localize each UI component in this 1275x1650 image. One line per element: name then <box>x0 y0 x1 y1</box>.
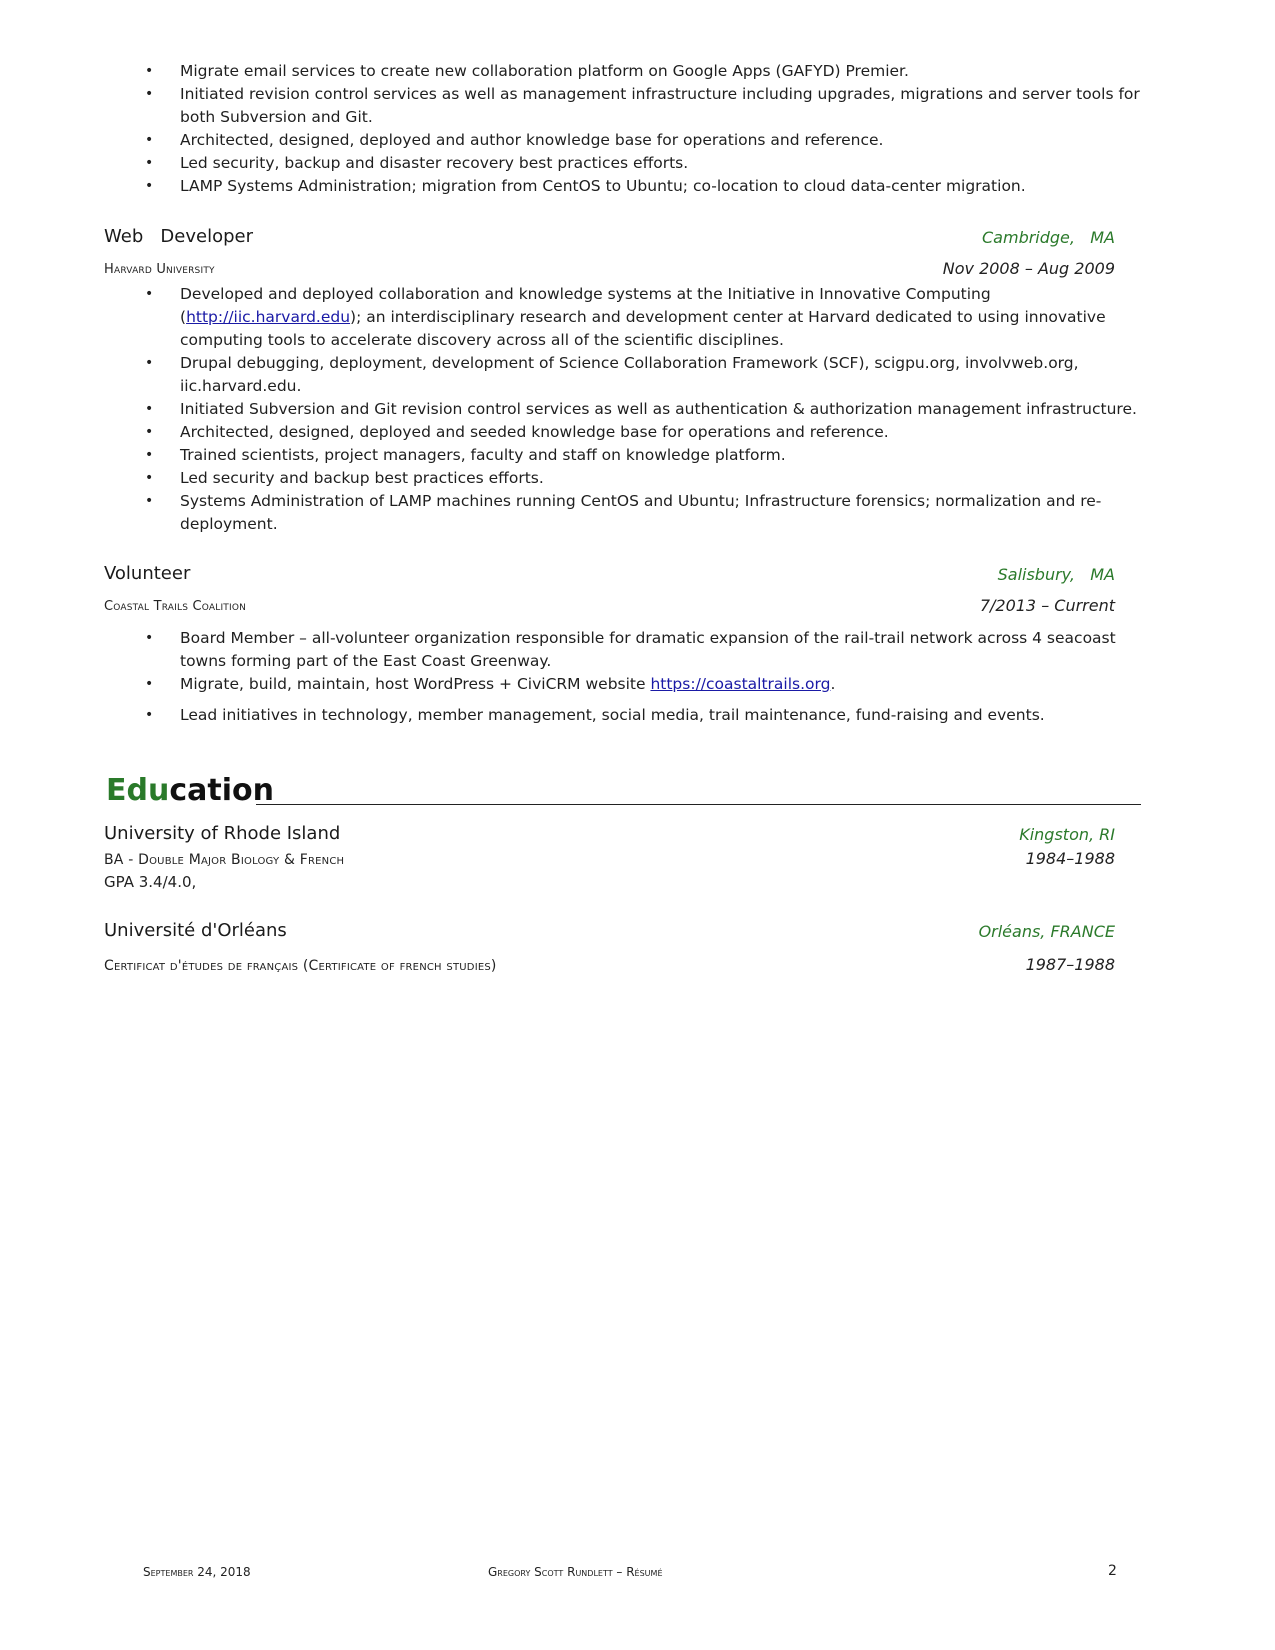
list-item: • Migrate, build, maintain, host WordPress + CiviCRM website https://coastaltrails.org. <box>0 673 1165 696</box>
volunteer-bullets <box>0 627 1165 727</box>
bullet-icon: • <box>145 286 154 302</box>
bullet-icon: • <box>145 155 154 171</box>
school-gpa-uri: GPA 3.4/4.0, <box>104 873 197 891</box>
bullet-icon: • <box>145 493 154 509</box>
bullet-icon: • <box>145 707 154 723</box>
coastaltrails-link[interactable]: https://coastaltrails.org <box>650 675 831 693</box>
previous-job-bullets <box>0 60 1165 198</box>
list-item: • LAMP Systems Administration; migration from CentOS to Ubuntu; co-location to cloud data-center migration. <box>0 175 1165 198</box>
volunteer-location: Salisbury, MA <box>997 565 1115 584</box>
iic-link[interactable]: http://iic.harvard.edu <box>186 308 351 326</box>
bullet-icon: • <box>145 424 154 440</box>
job-location: Cambridge, MA <box>982 228 1115 247</box>
list-item: • Led security and backup best practices efforts. <box>0 467 1165 490</box>
education-heading-accent: Edu <box>106 773 170 808</box>
list-item: • Drupal debugging, deployment, development of Science Collaboration Framework (SCF), scigpu.org, involvweb.org, iic.harvard.edu. <box>145 354 1079 395</box>
bullet-icon: • <box>145 470 154 486</box>
footer-title: Gregory Scott Rundlett – Résumé <box>488 1565 663 1579</box>
list-item: • Architected, designed, deployed and author knowledge base for operations and reference. <box>0 129 1165 152</box>
bullet-icon: • <box>145 132 154 148</box>
school-dates-uri: 1984–1988 <box>1025 849 1115 868</box>
list-item: • Architected, designed, deployed and seeded knowledge base for operations and reference. <box>0 421 1165 444</box>
list-item: • Initiated Subversion and Git revision control services as well as authentication & authorization management infrastructure. <box>0 398 1165 421</box>
volunteer-dates: 7/2013 – Current <box>979 596 1115 615</box>
list-item: • Board Member – all-volunteer organization responsible for dramatic expansion of the rail-trail network across 4 seacoast towns forming part of the East Coast Greenway. <box>145 629 1116 670</box>
bullet-icon: • <box>145 86 154 102</box>
list-item: • Initiated revision control services as well as management infrastructure including upgrades, migrations and server tools for both Subversion and Git. <box>145 85 1140 126</box>
footer-page-number: 2 <box>1108 1563 1117 1579</box>
job-dates: Nov 2008 – Aug 2009 <box>942 259 1115 278</box>
school-degree-uri: BA - Double Major Biology & French <box>104 852 345 868</box>
bullet-icon: • <box>145 178 154 194</box>
bullet-icon: • <box>145 630 154 646</box>
bullet-icon: • <box>145 63 154 79</box>
job-organization: Harvard University <box>104 262 215 277</box>
list-item: • Trained scientists, project managers, faculty and staff on knowledge platform. <box>0 444 1165 467</box>
list-item: • Lead initiatives in technology, member management, social media, trail maintenance, fund-raising and events. <box>0 704 1165 727</box>
education-heading <box>106 773 274 808</box>
list-item: • Led security, backup and disaster recovery best practices efforts. <box>0 152 1165 175</box>
list-item: • Systems Administration of LAMP machines running CentOS and Ubuntu; Infrastructure forensics; normalization and re-deployment. <box>145 492 1102 533</box>
bullet-icon: • <box>145 401 154 417</box>
footer-date: September 24, 2018 <box>143 1565 251 1579</box>
section-divider <box>256 804 1141 805</box>
school-name-orleans: Université d'Orléans <box>104 920 287 941</box>
volunteer-organization: Coastal Trails Coalition <box>104 599 247 614</box>
bullet-icon: • <box>145 355 154 371</box>
list-item: • Migrate email services to create new collaboration platform on Google Apps (GAFYD) Premier. <box>0 60 1165 83</box>
school-degree-orleans: Certificat d'études de français (Certificate of french studies) <box>104 958 497 974</box>
school-location-uri: Kingston, RI <box>1019 825 1115 844</box>
school-location-orleans: Orléans, FRANCE <box>978 922 1115 941</box>
school-name-uri: University of Rhode Island <box>104 823 341 844</box>
list-item: • Developed and deployed collaboration and knowledge systems at the Initiative in Innovative Computing (http://iic.harvard.edu); an interdisciplinary research and development center at Harvard dedicated to using innovative computing tools to accelerate discovery across all of the scientific disciplines. <box>145 285 1106 349</box>
bullet-icon: • <box>145 447 154 463</box>
job-title-web-developer: Web Developer <box>104 226 253 247</box>
job-title-volunteer: Volunteer <box>104 563 191 584</box>
school-dates-orleans: 1987–1988 <box>1025 955 1115 974</box>
bullet-icon: • <box>145 676 154 692</box>
web-developer-bullets <box>0 283 1165 536</box>
education-heading-rest: cation <box>169 773 274 808</box>
